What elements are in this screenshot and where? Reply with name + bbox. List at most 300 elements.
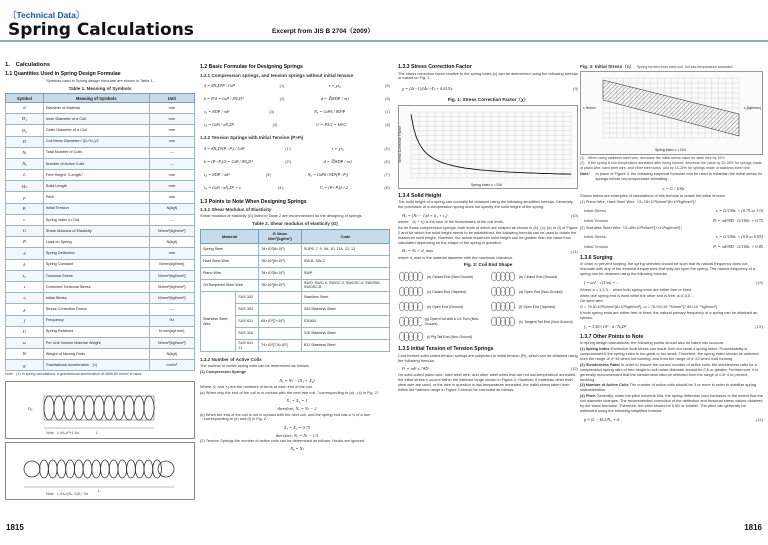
table-2-cell-code: SW-B, SW-C <box>301 255 389 267</box>
figure-3-note-2: (2) If the spring is low-temperature annealed after being formed, decrease the value by 20-35% for springs made of piano wire, hard steel wire, and other steel wires, and by 15-20% for springs made of stainless steel wire. <box>580 161 762 170</box>
coil-end-item <box>398 270 486 283</box>
formula-right-number: (7) <box>385 109 390 115</box>
note-block <box>580 172 763 183</box>
header-subtitle: 〔Technical Data〕 <box>8 10 85 20</box>
section-1-3-4-heading: 1.3.4 Solid Height <box>398 192 442 199</box>
point-2-text: In order to ensure the correct number of active coils, the slenderness ratio for a compression spring ratio of free height to coil mean diameter should be 0.8 or greater. Furthermore, it is generally recommended that the slenderness ratio be selected from the range of 0.8~4 to prevent buckling. <box>580 361 759 382</box>
table-1-row <box>6 304 195 315</box>
table-1-cell-unit: mm <box>149 170 194 181</box>
table-1-cell-symbol: D₂ <box>6 125 44 136</box>
figure-3-ylabel-left: τᵢ N/mm² <box>583 105 596 110</box>
section-1-3-2-text: The number of active spring coils can be determined as follows. <box>200 363 310 369</box>
compression-formula-3: therefore, Nₐ = Nₜ − 2 <box>277 405 317 411</box>
coil-end-item <box>398 300 486 313</box>
section-1-3-6-heading: 1.3.6 Surging <box>580 254 613 261</box>
table-1-cell-unit: — <box>149 147 194 158</box>
example-2-tension-label: Initial Tension <box>584 244 609 250</box>
point-3 <box>580 383 763 393</box>
compression-formula-2: X₁ = X₂ = 1 <box>286 397 308 403</box>
table-1-cell-unit: mm <box>149 125 194 136</box>
formula-left: τ₀ = Gdδ / πNₐD² <box>204 121 234 127</box>
page-number-left: 1815 <box>6 523 24 532</box>
coil-end-drawing <box>490 301 516 312</box>
table-2-stainless-code: Stainless Steel <box>301 292 389 304</box>
table-1-cell-unit: N{kgf} <box>149 349 194 360</box>
table-1-cell-meaning: Spring Constant <box>43 259 149 270</box>
table-2-stainless-gvalue <box>259 328 302 340</box>
coil-end-drawing <box>398 316 422 327</box>
table-2-header-gvalue: G Value N/m²{kgf/m²} <box>259 229 302 243</box>
coil-end-label: (e) Open End (Ground) <box>427 304 463 309</box>
table-1-cell-unit: mm <box>149 181 194 192</box>
figure-1-ylabel: Stress Correction Factor <box>398 125 402 163</box>
point-4-text: Generally, when the pitch exceeds 50d, the spring deflection load increases to the extent that the coil diameter changes. The recommended correction of the deflection and torsional stress values obtained by the basic formulae. Therefore, the pitch should be 0.5D or smaller. The pitch can generally be estimated using the following simplified formula. <box>580 393 763 413</box>
section-1-2-2-heading: 1.2.2 Tension Springs with Initial Tension (P>Pᵢ) <box>200 135 304 141</box>
svg-text:L: L <box>98 487 101 493</box>
table-2-cell-code: SWP <box>301 267 389 279</box>
tension-head: (2) Tension Springs the number of active coils can be determined as follows. Hooks are ignored. <box>200 438 366 444</box>
section-1-3-7-text: In spring design calculations, the following points should also be taken into account. <box>580 340 725 346</box>
f-where: Where a = 1,2,3… when both spring ends are either free or fixed <box>580 286 692 292</box>
figure-1-chart <box>398 105 578 189</box>
table-1-cell-meaning: Initial Tension <box>43 203 149 214</box>
table-1-cell-symbol: L <box>6 170 44 181</box>
table-2-body <box>201 243 390 352</box>
table-1-row <box>6 326 195 337</box>
figure-3-chart <box>580 71 763 155</box>
table-1-row <box>6 203 195 214</box>
table-1-cell-meaning: Total Number of Coils <box>43 147 149 158</box>
table-1-title: Table 1. Meaning of Symbols <box>68 85 132 91</box>
hs2-formula: Hₛ = Nₜ × d_max <box>402 248 434 254</box>
coil-end-label: (g) Open End with a 1/4 Turn (Non-Ground) <box>424 317 480 326</box>
point-4-head: (4) Pitch <box>580 393 596 399</box>
figure-3-ylabel-right: τᵢ {kgf/mm²} <box>743 105 761 110</box>
point-3-head: (3) Number of Active Coils <box>580 382 629 388</box>
coil-end-drawing <box>490 271 516 282</box>
figure-2-title: Fig. 2: Coil End Shape <box>463 262 513 268</box>
compression-formula-1: Nₐ = Nₜ − (X₁ + X₂) <box>279 377 315 383</box>
figure-3-xlabel: Spring index c = D/d <box>655 148 686 153</box>
table-1-cell-meaning: Diameter of Material <box>43 102 149 113</box>
table-1-row <box>6 147 195 158</box>
column-4 <box>580 62 763 425</box>
point-2-head: (2) Slenderness Ratio <box>580 361 620 367</box>
table-1-cell-symbol: τ₀ <box>6 270 44 281</box>
formula-left-number: (1′) <box>285 145 291 151</box>
table-1-cell-symbol: U <box>6 326 44 337</box>
section-1-3-5-text: Cold-formed solid-coiled tension springs are subjected to initial tension (Pᵢ), which can be obtained using the following formula. <box>398 352 578 363</box>
formula-right-number: (7′) <box>384 171 390 177</box>
table-2-cell-material: Piano Wire <box>201 267 259 279</box>
table-1-cell-symbol: G <box>6 226 44 237</box>
table-1-row <box>6 102 195 113</box>
section-1-3-heading: 1.3 Points to Note When Designing Springs <box>200 198 307 205</box>
note-head: Note： <box>580 171 593 177</box>
table-1-cell-meaning: Spring-Retained <box>43 326 149 337</box>
figure-1-xlabel: Spring Index c = D/d <box>471 182 502 187</box>
f1-formula-number: (13′) <box>755 324 763 330</box>
coil-end-item <box>398 330 486 343</box>
table-1-cell-unit: N/mm²{kgf/mm²} <box>149 281 194 292</box>
formula-right: Nₐ = Gd⁴δ / 8D³(P−Pᵢ) <box>307 171 349 177</box>
formula-left-number: (2′) <box>285 158 291 164</box>
table-1-body <box>6 102 195 371</box>
section-1-1-heading: 1.1 Quantities Used in Spring Design Formulae <box>5 71 121 78</box>
figure-3-subtitle: Spring formed from steel coil, not low-temperature annealed <box>637 65 733 69</box>
table-1-cell-unit: mm <box>149 136 194 147</box>
formula-row <box>200 155 390 168</box>
table-2-stainless-sub: SUS 631 <box>236 316 259 328</box>
table-1-row <box>6 315 195 326</box>
formula-left-number: (3′) <box>265 171 272 177</box>
table-1-cell-unit: mm <box>149 248 194 259</box>
example-1-stress-label: Initial Stress <box>584 208 606 214</box>
table-1-cell-meaning: Frequency <box>43 315 149 326</box>
page-header <box>0 0 768 42</box>
hs2-formula-text: where d_max is the material diameter with the maximum tolerance. <box>398 254 514 260</box>
table-2-stainless-sub: SUS 316 <box>236 328 259 340</box>
f1-formula-row <box>580 322 763 332</box>
coil-end-item <box>490 315 578 328</box>
table-2-stainless-gvalue: 74×10³{7.5×10³} <box>259 340 302 352</box>
section-1-3-1-heading: 1.3.1 Shear Modulus of Elasticity <box>200 207 272 213</box>
table-1-row <box>6 158 195 169</box>
tension-formula: Nₐ = Nₜ <box>290 446 304 452</box>
table-1-cell-meaning: Gravitational Acceleration (1) <box>43 360 149 371</box>
table-1-cell-meaning: Solid Length <box>43 181 149 192</box>
compression-head: (1) Compression Springe <box>200 368 247 374</box>
example-1-tension-label: Initial Tension <box>584 218 609 224</box>
coil-end-drawing <box>398 286 424 297</box>
table-1-row <box>6 281 195 292</box>
chi-formula-row <box>398 82 578 95</box>
table-2-stainless-sub: SUS 302 <box>236 292 259 304</box>
figure-1-svg <box>399 106 577 190</box>
formula-left: τ₀ = Gdδ / πNₐD² + τᵢ <box>204 184 242 190</box>
table-1-cell-symbol: f <box>6 315 44 326</box>
table-1-cell-unit: mm <box>149 114 194 125</box>
section-1-1-text: Symbols used in Spring design formulae are shown in Table 1. <box>46 77 154 83</box>
coil-end-label: (h) Tangent Tail End (Non-Ground) <box>519 319 573 324</box>
pi-formula-number: (12) <box>570 366 578 372</box>
svg-text:L: L <box>96 429 99 434</box>
formula-left-number: (4) <box>272 122 278 128</box>
formula-right: d = ∛(8DP / πτ) <box>323 158 352 164</box>
section-1-3-4-text-2: As for those compression springs, both ends of which are shaped as shown in (b), (c), (e) or (f) of Figure 2 and for which the solid height needs to be established, the following formula can be used to obtain the maximum solid height. However, the actual maximum solid height can be greater than the value thus calculated depending on the shape of the spring in question. <box>398 225 578 245</box>
formula-row <box>200 118 390 131</box>
figure-3-note-1: (1) When using stainless steel wire, decrease the initial stress value for steel wire by 15%. <box>580 155 726 160</box>
table-1-row <box>6 226 195 237</box>
table-1-cell-unit: N/mm²{kgf/mm²} <box>149 293 194 304</box>
tension-spring-figure <box>5 442 195 500</box>
coil-end-drawing <box>398 271 424 282</box>
table-1-cell-meaning: Spring Index c= D/d <box>43 214 149 225</box>
formula-right: U = Pδ/2 = kδ²/2 <box>316 121 347 127</box>
table-2-cell-code: SWO, SWO-V, SWOC-V, SWOSC-V, SWOSM, SWOSC-B <box>301 279 389 291</box>
table-2-stainless-sub: SUS 631 J1 <box>236 340 259 352</box>
hs-formula-text: where：(t₁ + t₂) is the sum of the thicknesses of the coil ends. <box>398 219 504 225</box>
table-2-row <box>201 279 390 291</box>
formula-left-number: (4′) <box>277 184 284 190</box>
point-1-head: (1) Spring Index <box>580 346 610 352</box>
hs-formula-number: (10) <box>570 213 578 219</box>
formula-right-number: (5) <box>385 83 390 89</box>
table-2-stainless-sub: SUS 304 <box>236 304 259 316</box>
table-1-cell-unit: N{kgf} <box>149 203 194 214</box>
f-text-2: when one spring end is fixed while the other end is free: a=1,3,5… <box>580 292 695 298</box>
table-2-cell-gvalue: 78×10³{8×10³} <box>259 243 302 255</box>
table-1-cell-symbol: p <box>6 192 44 203</box>
table-1-cell-meaning: Corrected Torsional Stress <box>43 281 149 292</box>
table-1-row <box>6 136 195 147</box>
figure-1-title: Fig. 1: Stress Correction Factor（χ） <box>447 97 529 103</box>
table-2-stainless-gvalue: 69×10³{7×10³} <box>259 316 302 328</box>
formula-left: k = (P−Pᵢ)/δ = Gd⁴ / 8NₐD³ <box>204 158 253 164</box>
table-1-cell-unit: mm/s² <box>149 360 194 371</box>
table-1-row <box>6 248 195 259</box>
example-1-head: (1) Piano Wire, Hard Steel Wire（G=78×10³N/mm²{8×10³kgf/mm²}） <box>580 198 699 204</box>
header-title: Spring Calculations <box>8 20 194 40</box>
coil-end-label: (c) Closed End (Tapered) <box>427 289 467 294</box>
section-1-3-2-heading: 1.3.2 Number of Active Coils <box>200 357 262 363</box>
table-2-cell-gvalue: 78×10³{8×10³} <box>259 255 302 267</box>
compression-text-2: (a) When only the end of the coil is in contact with the next free coil（corresponding to (a) - (c) in Fig. 2） <box>200 389 381 395</box>
section-1-2-heading: 1.2 Basic Formulae for Designing Springs <box>200 64 303 70</box>
table-1-cell-meaning: Number of Active Coils <box>43 158 149 169</box>
table-1-cell-symbol: τ <box>6 281 44 292</box>
section-1-3-3-heading: 1.3.3 Stress Correction Factor <box>398 64 472 70</box>
table-2-row <box>201 243 390 255</box>
table-2-stainless-code: 316 Stainless Steel <box>301 328 389 340</box>
point-2 <box>580 363 763 383</box>
table-1-cell-symbol: k <box>6 259 44 270</box>
table-2-stainless-gvalue <box>259 304 302 316</box>
example-1-stress-row <box>580 206 763 216</box>
formulas-block-b <box>200 142 390 194</box>
f-formula: f = a/2 · √(1/m) = ... <box>584 279 620 285</box>
table-1-cell-symbol: D₁ <box>6 114 44 125</box>
table-1-cell-symbol: Nₜ <box>6 147 44 158</box>
formula-left-number: (2) <box>279 96 285 102</box>
table-1-cell-meaning: Inner Diameter of a Coil <box>43 114 149 125</box>
table-1-note: Note：(1) In spring calculations, a gravitational acceleration of 9806.65 mm/s² is used. <box>5 372 143 377</box>
table-1-cell-meaning: Shear Modulus of Elasticity <box>43 226 149 237</box>
figure-1-grid <box>411 112 571 178</box>
coil-end-label: (a) Closed End (Non-Ground) <box>427 274 473 279</box>
note-text: In place of Figure 3, the following empirical formulae can be used to establish the initial stress for springs before low-temperature annealing. <box>595 171 763 182</box>
column-3 <box>398 62 578 394</box>
coil-end-item <box>490 300 578 313</box>
section-1-3-1-text: Shear modulus of elasticity (G) listed in Table 2 are recommended for the designing of springs. <box>200 213 363 219</box>
table-1-cell-meaning: Load on Spring <box>43 237 149 248</box>
table-1-cell-unit: N{kgf} <box>149 237 194 248</box>
table-1-row <box>6 237 195 248</box>
point-1 <box>580 347 763 362</box>
compression-text-1: Where X₁ and X₂ are the numbers of turns at each end of the coil. <box>200 383 313 389</box>
coil-end-item <box>398 285 486 298</box>
f-formula-number: (13) <box>755 280 763 286</box>
table-2-header-code: Code <box>301 229 389 243</box>
table-1-row <box>6 214 195 225</box>
coil-end-label: (d) Open End (Non-Ground) <box>519 289 563 294</box>
formula-right: τ = χτ₀ <box>331 145 344 151</box>
table-1-cell-symbol: g <box>6 360 44 371</box>
table-2-cell-material: Hard Steel Wire <box>201 255 259 267</box>
formula-row <box>200 92 390 105</box>
section-1-3-6-text: In order to prevent surging, the spring selected should be such that its natural frequency does not resonate with any of the external frequencies that may act upon the spring. The natural frequency of a spring can be obtained using the following formula. <box>580 261 756 276</box>
table-1-cell-meaning: Free Height（Length） <box>43 170 149 181</box>
table-1-row <box>6 114 195 125</box>
f1-formula: f₁ = 3.56×10⁵ · d / NₐD² <box>584 324 627 330</box>
formula-row <box>200 168 390 181</box>
table-2-cell-gvalue: 78×10³{8×10³} <box>259 279 302 291</box>
formula-row <box>200 105 390 118</box>
table-2-stainless-code: S30451 <box>301 316 389 328</box>
table-2-stainless-label: Stainless Steel Wire <box>201 292 236 352</box>
table-1-cell-symbol: d <box>6 102 44 113</box>
formula-right-number: (8′) <box>384 184 390 190</box>
table-2-row <box>201 267 390 279</box>
table-1-cell-symbol: Hₛ <box>6 181 44 192</box>
table-1-cell-symbol: c <box>6 214 44 225</box>
column-2 <box>200 62 390 453</box>
table-1-cell-symbol: τᵢ <box>6 293 44 304</box>
formula-row <box>200 181 390 194</box>
formula-right: U = (P+Pᵢ)δ / 2 <box>319 184 348 190</box>
section-1-3-4-text-1: The solid height of a spring can normally be obtained using the following simplified formula. Generally, the purchaser of a compression spring does not specify the solid height of the spring. <box>398 199 574 210</box>
compression-formula-4: X₁ = X₂ = 0.75 <box>283 424 311 430</box>
chi-formula-number: (9) <box>573 86 578 92</box>
coil-end-drawing <box>398 331 424 342</box>
tau-formula: τᵢ = G / 100c <box>662 185 685 191</box>
f-steel: On steel wire: <box>580 298 604 304</box>
table-1-cell-symbol: D <box>6 136 44 147</box>
hs2-formula-number: (11) <box>571 248 578 254</box>
table-1-cell-symbol: W <box>6 349 44 360</box>
example-2-head: (2) Stainless Steel Wire（G=69×10³N/mm²{7×10³kgf/mm²}） <box>580 224 685 230</box>
table-1-row <box>6 125 195 136</box>
table-1-cell-unit: mm <box>149 192 194 203</box>
table-2-shear-modulus <box>200 229 390 353</box>
table-1-header-symbol: Symbol <box>6 94 44 103</box>
table-1-cell-meaning: Per Unit Volume Material Weight <box>43 337 149 348</box>
coil-end-item <box>490 270 578 283</box>
figure-3-heading <box>580 62 763 71</box>
formula-row <box>200 79 390 92</box>
table-2-cell-material: Oil Tempered Steel Wire <box>201 279 259 291</box>
table-1-row <box>6 181 195 192</box>
table-1-row <box>6 337 195 348</box>
tension-spring-drawing <box>14 445 184 493</box>
f-text-3: If both spring ends are either free or fixed, the natural primary frequency of a spring can be obtained as follows. <box>580 310 758 321</box>
example-2-stress-formula: τᵢ = G/100c × (0.8 to 0.85) <box>715 233 763 239</box>
example-2-stress-label: Initial Stress <box>584 234 606 240</box>
compression-formula-5: therefore, Nₐ = Nₜ − 1.5 <box>275 432 319 438</box>
header-stripe <box>0 40 768 42</box>
header-excerpt: Excerpt from JIS B 2704（2009） <box>272 28 374 35</box>
table-2-stainless-row <box>201 292 390 304</box>
table-1-cell-meaning: Coil Mean Diameter= (D₁+D₂)/2 <box>43 136 149 147</box>
column-1 <box>5 62 195 500</box>
section-1-3-7-heading: 1.3.7 Other Points to Note <box>580 333 644 340</box>
table-1-cell-symbol: δ <box>6 248 44 259</box>
table-1-cell-symbol: Nₐ <box>6 158 44 169</box>
section-1-3-5-heading: 1.3.5 Initial Tension of Tension Springs <box>398 346 494 353</box>
example-2-stress-row <box>580 232 763 242</box>
table-1-cell-meaning: Spring Deflection <box>43 248 149 259</box>
tension-figure-note: Note：L=Nₐ×(Nₐ−2)D₂−2d <box>46 492 88 497</box>
table-1-cell-meaning: Stress Correction Factor <box>43 304 149 315</box>
table-1-cell-unit: N/mm³{kgf/mm³} <box>149 337 194 348</box>
formula-right-number: (8) <box>385 122 390 128</box>
section-1-3-5-text-2: On solid-coiled piano wire, hard steel wire, and other steel wires that are not low-temperature annealed, the initial stress τᵢ occurs within the hatched range shown in Figure 3. However, if materials other than steel wire are used, or the wire in question is low-temperature annealed, the initial stress taken from within the hatched range in Figure 3 should be corrected as follows. <box>398 372 577 393</box>
table-2-title: Table 2. Shear modulus of elasticity (G) <box>252 221 338 227</box>
pi-formula: Pᵢ = πd³ τᵢ / 8D <box>402 366 429 372</box>
table-2-stainless-gvalue <box>259 292 302 304</box>
coil-end-drawing <box>490 316 516 327</box>
example-1-tension-formula: Pᵢ = πd³/8D · G/100c × 0.75 <box>713 217 763 223</box>
table-1-cell-symbol: Pᵢ <box>6 203 44 214</box>
formula-left: τ₀ = 8DP / πd³ <box>204 171 230 177</box>
table-1-cell-unit: — <box>149 158 194 169</box>
table-1-row <box>6 349 195 360</box>
section-1-2-1-heading: 1.2.1 Compression springs, and tension springs without initial tension <box>200 72 354 78</box>
table-1-cell-meaning: Initial Stress <box>43 293 149 304</box>
section-1-3-3-text: The stress correction factor relative to the spring index (c) can be determined using the following formula or based on Fig. 1. <box>398 70 578 81</box>
coil-end-label: (i) Pig Tail End (Non-Ground) <box>427 334 473 339</box>
table-2-row <box>201 255 390 267</box>
figure-3-title: Fig. 3: Initial Stress（τᵢ） <box>580 64 635 69</box>
table-1-row <box>6 293 195 304</box>
table-1-symbols <box>5 93 195 371</box>
coil-end-item <box>490 285 578 298</box>
formula-right-number: (6) <box>385 96 390 102</box>
section-1-heading: 1. Calculations <box>5 62 51 68</box>
p-formula: p ≈ (L − Hₛ)/Nₐ + d <box>584 416 619 422</box>
table-1-row <box>6 192 195 203</box>
formula-right-number: (5′) <box>384 145 390 151</box>
table-1-header-meaning: Meaning of Symbols <box>43 94 149 103</box>
tau-text: Shown below are examples of calculations of this formula to obtain the initial tension. <box>580 192 726 198</box>
table-1-cell-unit: N/mm{kgf/mm} <box>149 259 194 270</box>
table-1-cell-unit: N·mm{kgf·mm} <box>149 326 194 337</box>
table-1-cell-unit: — <box>149 214 194 225</box>
table-2-stainless-code: 304 Stainless Steel <box>301 304 389 316</box>
table-2-cell-code: SUP6, 7, 9, 9A, 10, 11A, 12, 13 <box>301 243 389 255</box>
table-2-cell-material: Spring Steel <box>201 243 259 255</box>
formula-right: τ = χτ₀ <box>328 82 341 88</box>
formulas-block-a <box>200 79 390 131</box>
chi-formula: χ = (4c−1)/(4c−4) + 0.615/c <box>402 86 453 91</box>
formula-row <box>200 142 390 155</box>
point-4 <box>580 394 763 414</box>
table-1-cell-symbol: χ <box>6 304 44 315</box>
table-1-cell-meaning: Torsional Stress <box>43 270 149 281</box>
compression-spring-figure <box>5 381 195 439</box>
coil-end-label: (f) Open End (Tapered) <box>519 304 555 309</box>
formula-right-number: (6′) <box>384 158 390 164</box>
table-1-cell-symbol: ω <box>6 337 44 348</box>
figure-3-svg <box>581 72 764 156</box>
p-formula-row <box>580 415 763 425</box>
formula-left: δ = 8NₐD³(P−Pᵢ) / Gd⁴ <box>204 145 245 151</box>
table-1-cell-symbol: P <box>6 237 44 248</box>
table-1-cell-unit: — <box>149 304 194 315</box>
formula-left-number: (3) <box>269 109 275 115</box>
table-2-cell-gvalue: 78×10³{8×10³} <box>259 267 302 279</box>
table-1-cell-unit: Hz <box>149 315 194 326</box>
